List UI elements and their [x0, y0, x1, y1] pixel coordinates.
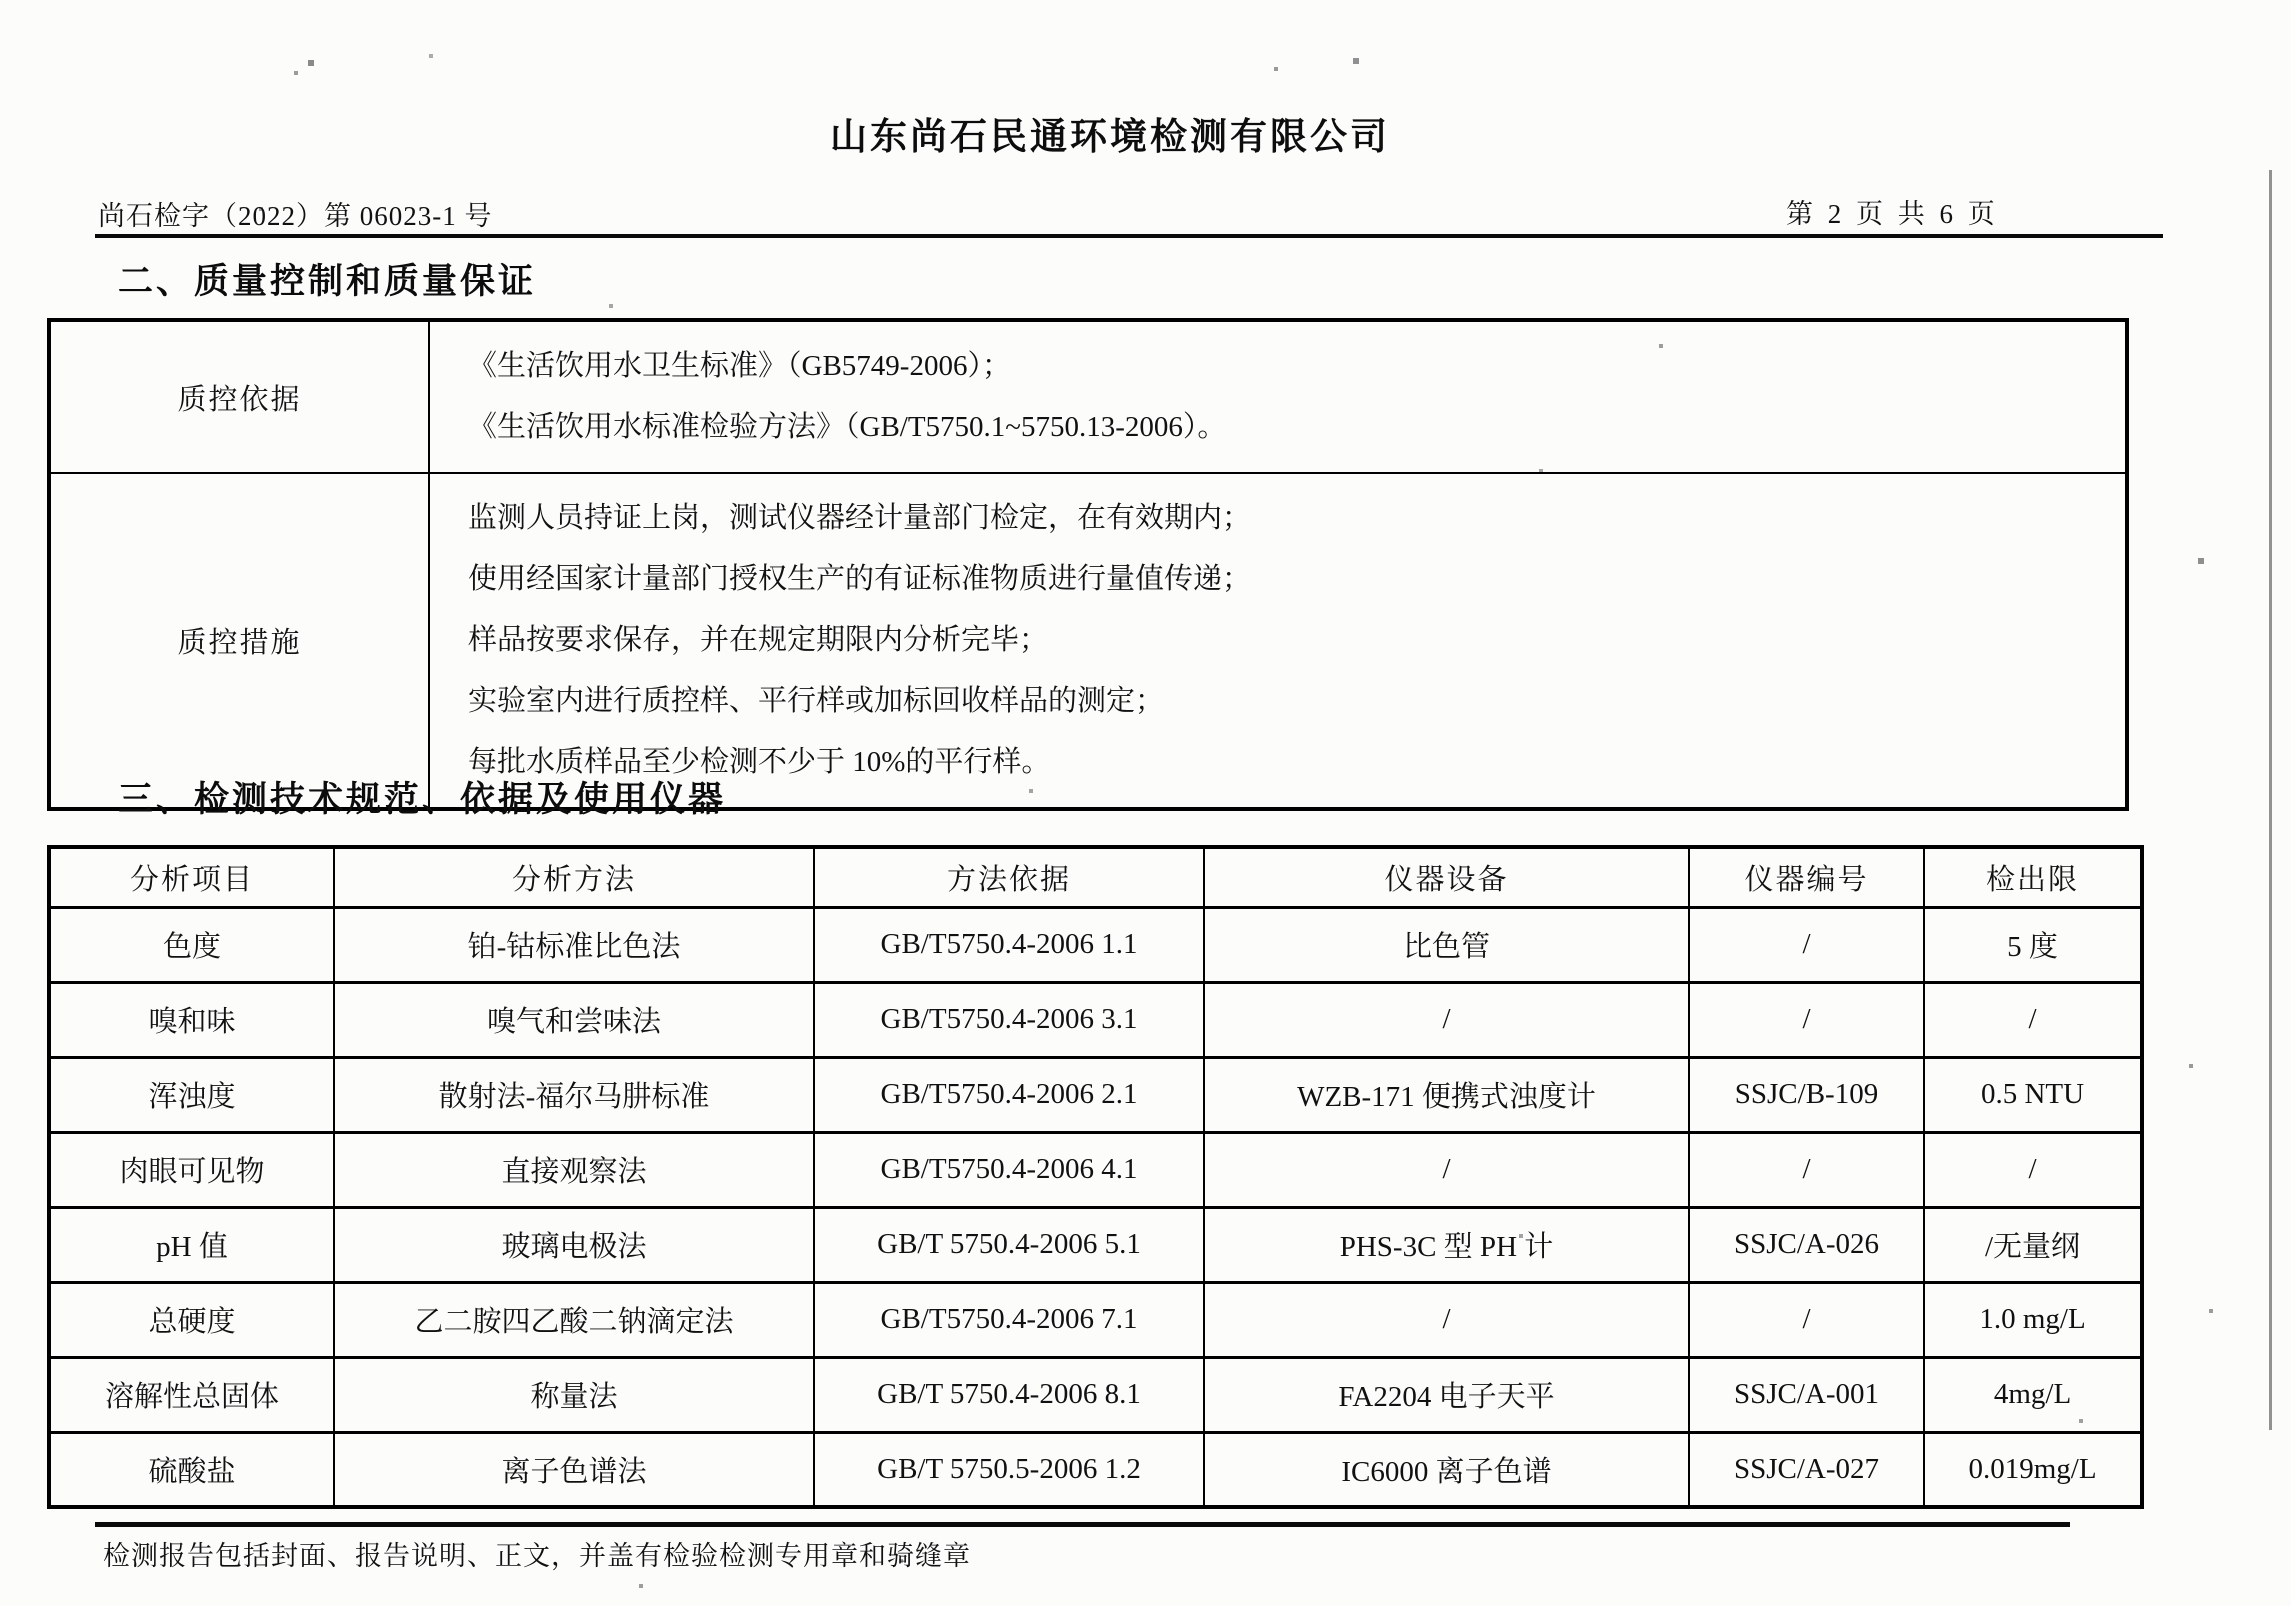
cell-analysis-item: 肉眼可见物: [49, 1132, 334, 1207]
cell-method-basis: GB/T5750.4-2006 2.1: [814, 1057, 1204, 1132]
cell-method-basis: GB/T 5750.5-2006 1.2: [814, 1432, 1204, 1507]
qc-basis-label: 质控依据: [49, 320, 429, 473]
cell-analysis-item: pH 值: [49, 1207, 334, 1282]
table-row: [49, 320, 2127, 473]
cell-detection-limit: /: [1924, 982, 2142, 1057]
cell-instrument-no: SSJC/B-109: [1689, 1057, 1924, 1132]
cell-detection-limit: 4mg/L: [1924, 1357, 2142, 1432]
cell-method-basis: GB/T 5750.4-2006 5.1: [814, 1207, 1204, 1282]
qc-basis-line: 《生活饮用水标准检验方法》（GB/T5750.1~5750.13-2006）。: [468, 411, 1227, 443]
cell-analysis-item: 硫酸盐: [49, 1432, 334, 1507]
cell-method-basis: GB/T 5750.4-2006 8.1: [814, 1357, 1204, 1432]
scan-noise-speckles: [0, 0, 2, 2]
cell-instrument: /: [1204, 1282, 1689, 1357]
cell-detection-limit: /: [1924, 1132, 2142, 1207]
header-rule: [95, 234, 2163, 238]
table-header-row: [49, 847, 2142, 907]
qc-measures-label: 质控措施: [49, 473, 429, 809]
cell-method-basis: GB/T5750.4-2006 7.1: [814, 1282, 1204, 1357]
cell-detection-limit: 0.5 NTU: [1924, 1057, 2142, 1132]
cell-analysis-method: 称量法: [334, 1357, 814, 1432]
qc-basis-content: [429, 320, 2127, 473]
cell-analysis-item: 嗅和味: [49, 982, 334, 1057]
qc-measures-line: 样品按要求保存，并在规定期限内分析完毕；: [468, 624, 1049, 656]
table-row: [49, 473, 2127, 809]
qc-measures-line: 每批水质样品至少检测不少于 10%的平行样。: [468, 746, 1051, 778]
cell-instrument-no: /: [1689, 1282, 1924, 1357]
cell-analysis-item: 浑浊度: [49, 1057, 334, 1132]
cell-instrument-no: SSJC/A-026: [1689, 1207, 1924, 1282]
report-doc-number: 尚石检字（2022）第 06023-1 号: [98, 201, 493, 231]
method-table: [47, 845, 2144, 1509]
table-row: [49, 1057, 2142, 1132]
cell-analysis-item: 总硬度: [49, 1282, 334, 1357]
company-title: 山东尚石民通环境检测有限公司: [830, 117, 1390, 158]
col-header-detection-limit: 检出限: [1924, 847, 2142, 907]
cell-instrument: FA2204 电子天平: [1204, 1357, 1689, 1432]
footer-note: 检测报告包括封面、报告说明、正文，并盖有检验检测专用章和骑缝章: [103, 1541, 971, 1571]
cell-method-basis: GB/T5750.4-2006 4.1: [814, 1132, 1204, 1207]
cell-instrument: WZB-171 便携式浊度计: [1204, 1057, 1689, 1132]
section3-heading: 三、检测技术规范、依据及使用仪器: [118, 780, 727, 819]
cell-instrument: /: [1204, 1132, 1689, 1207]
footer-rule: [95, 1522, 2070, 1527]
cell-analysis-method: 乙二胺四乙酸二钠滴定法: [334, 1282, 814, 1357]
cell-analysis-method: 嗅气和尝味法: [334, 982, 814, 1057]
cell-instrument-no: SSJC/A-001: [1689, 1357, 1924, 1432]
cell-instrument: IC6000 离子色谱: [1204, 1432, 1689, 1507]
qc-measures-content: [429, 473, 2127, 809]
cell-method-basis: GB/T5750.4-2006 3.1: [814, 982, 1204, 1057]
cell-instrument-no: SSJC/A-027: [1689, 1432, 1924, 1507]
qc-measures-line: 监测人员持证上岗，测试仪器经计量部门检定，在有效期内；: [468, 502, 1252, 534]
col-header-analysis-method: 分析方法: [334, 847, 814, 907]
table-row: [49, 907, 2142, 982]
table-row: [49, 982, 2142, 1057]
table-row: [49, 1357, 2142, 1432]
qc-measures-line: 实验室内进行质控样、平行样或加标回收样品的测定；: [468, 685, 1165, 717]
col-header-analysis-item: 分析项目: [49, 847, 334, 907]
cell-analysis-item: 溶解性总固体: [49, 1357, 334, 1432]
cell-detection-limit: 5 度: [1924, 907, 2142, 982]
page-indicator: 第 2 页 共 6 页: [1786, 199, 1999, 229]
table-row: [49, 1207, 2142, 1282]
qc-measures-line: 使用经国家计量部门授权生产的有证标准物质进行量值传递；: [468, 563, 1252, 595]
section2-heading: 二、质量控制和质量保证: [118, 262, 537, 301]
cell-detection-limit: /无量纲: [1924, 1207, 2142, 1282]
table-row: [49, 1282, 2142, 1357]
qc-basis-line: 《生活饮用水卫生标准》（GB5749-2006）；: [468, 350, 1011, 382]
cell-instrument: 比色管: [1204, 907, 1689, 982]
cell-analysis-method: 玻璃电极法: [334, 1207, 814, 1282]
cell-instrument-no: /: [1689, 982, 1924, 1057]
cell-analysis-item: 色度: [49, 907, 334, 982]
scan-edge-artifact: [2269, 170, 2272, 1430]
cell-instrument: PHS-3C 型 PH 计: [1204, 1207, 1689, 1282]
cell-instrument-no: /: [1689, 1132, 1924, 1207]
cell-instrument: /: [1204, 982, 1689, 1057]
cell-analysis-method: 直接观察法: [334, 1132, 814, 1207]
table-row: [49, 1132, 2142, 1207]
cell-detection-limit: 0.019mg/L: [1924, 1432, 2142, 1507]
cell-analysis-method: 铂-钴标准比色法: [334, 907, 814, 982]
cell-analysis-method: 离子色谱法: [334, 1432, 814, 1507]
col-header-instrument-no: 仪器编号: [1689, 847, 1924, 907]
col-header-instrument: 仪器设备: [1204, 847, 1689, 907]
cell-detection-limit: 1.0 mg/L: [1924, 1282, 2142, 1357]
table-row: [49, 1432, 2142, 1507]
cell-method-basis: GB/T5750.4-2006 1.1: [814, 907, 1204, 982]
cell-instrument-no: /: [1689, 907, 1924, 982]
qc-table: [47, 318, 2129, 811]
col-header-method-basis: 方法依据: [814, 847, 1204, 907]
cell-analysis-method: 散射法-福尔马肼标准: [334, 1057, 814, 1132]
